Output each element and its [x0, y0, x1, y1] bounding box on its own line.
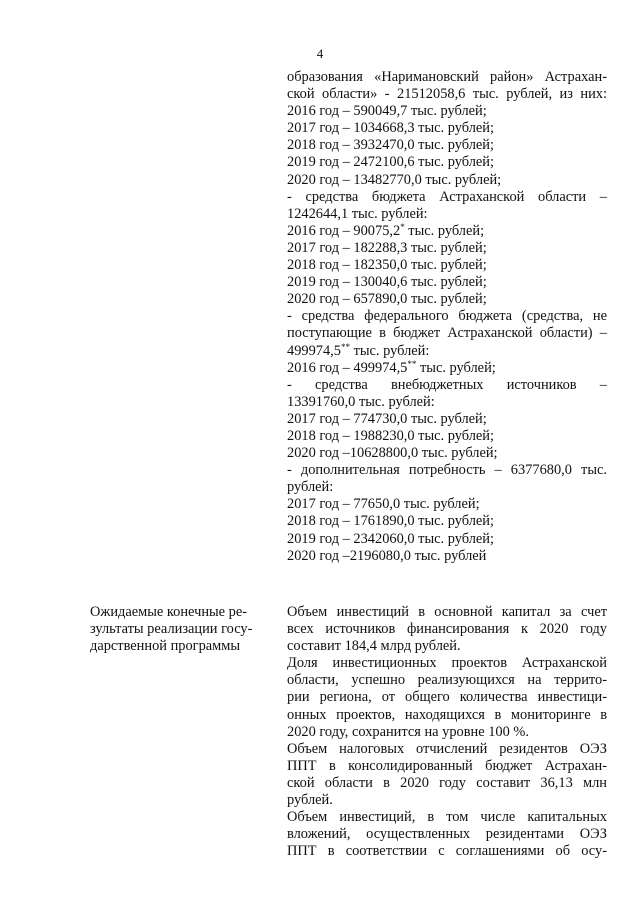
result-line [287, 809, 607, 826]
financing-line [287, 308, 607, 325]
financing-line [287, 428, 607, 445]
financing-line-text: - дополнительная потребность – 6377680,0 тыс. [287, 462, 607, 479]
financing-line-text: 2020 год – 13482770,0 тыс. рублей; [287, 171, 502, 188]
financing-line [287, 223, 607, 240]
financing-line-text: 2020 год –10628800,0 тыс. рублей; [287, 445, 498, 462]
result-line-text: рии региона, от общего количества инвестици- [287, 689, 607, 706]
financing-line-text: 13391760,0 тыс. рублей: [287, 393, 435, 410]
financing-line-text: 2018 год – 3932470,0 тыс. рублей; [287, 137, 494, 154]
financing-line-text: 2017 год – 77650,0 тыс. рублей; [287, 496, 480, 513]
label-line [90, 638, 260, 655]
financing-line [287, 172, 607, 189]
result-line-text: 2020 году, сохранится на уровне 100 %. [287, 723, 529, 740]
footnote-mark: ** [340, 341, 350, 352]
financing-line [287, 531, 607, 548]
financing-line [287, 496, 607, 513]
financing-line [287, 154, 607, 171]
expected-results-text [287, 604, 607, 860]
financing-line [287, 411, 607, 428]
label-line [90, 604, 260, 621]
result-line [287, 792, 607, 809]
financing-line [287, 462, 607, 479]
financing-line-text: 2016 год – 499974,5 [287, 359, 408, 376]
financing-line [287, 445, 607, 462]
financing-line [287, 479, 607, 496]
result-line [287, 672, 607, 689]
financing-line [287, 274, 607, 291]
result-line-text: Объем инвестиций в основной капитал за счет [287, 604, 607, 620]
result-line [287, 621, 607, 638]
financing-line [287, 137, 607, 154]
label-line-text: дарственной программы [90, 638, 241, 655]
result-line-text: области, успешно реализующихся на террито- [287, 672, 607, 689]
financing-line-text: 2019 год – 2342060,0 тыс. рублей; [287, 530, 494, 547]
result-line-text: ППТ в соответствии с соглашениями об осу- [287, 843, 607, 860]
financing-line-text: 2020 год –2196080,0 тыс. рублей [287, 547, 487, 564]
result-line [287, 724, 607, 741]
page-number: 4 [316, 46, 324, 61]
result-line [287, 741, 607, 758]
financing-line-text: 2018 год – 182350,0 тыс. рублей; [287, 257, 487, 274]
label-line-text: зультаты реализации госу- [90, 621, 253, 638]
financing-line [287, 360, 607, 377]
financing-line-text: 499974,5 [287, 342, 341, 359]
financing-line-suffix: тыс. рублей; [416, 359, 496, 376]
result-line-text: вложений, осуществленных резидентами ОЭЗ [287, 826, 607, 843]
financing-line [287, 325, 607, 342]
footnote-mark: * [400, 221, 405, 232]
financing-line [287, 86, 607, 103]
financing-line [287, 257, 607, 274]
financing-line-text: 1242644,1 тыс. рублей: [287, 205, 428, 222]
financing-line-text: ской области» - 21512058,6 тыс. рублей, из них: [287, 86, 607, 103]
financing-line [287, 343, 607, 360]
result-line-text: рублей. [287, 792, 333, 809]
financing-line [287, 394, 607, 411]
result-line [287, 826, 607, 843]
result-line [287, 843, 607, 860]
financing-line [287, 103, 607, 120]
footnote-mark: ** [407, 358, 417, 369]
financing-line [287, 240, 607, 257]
result-line-text: ППТ в консолидированный бюджет Астрахан- [287, 757, 607, 774]
result-line-text: онных проектов, находящихся в мониторинге в [287, 706, 607, 723]
result-line [287, 604, 607, 621]
financing-line-text: 2016 год – 590049,7 тыс. рублей; [287, 103, 487, 120]
result-line [287, 655, 607, 672]
financing-line-text: 2017 год – 1034668,3 тыс. рублей; [287, 120, 494, 137]
financing-line-text: - средства внебюджетных источников – [287, 376, 607, 393]
result-line-text: ской области в 2020 году составит 36,13 млн [287, 774, 607, 791]
financing-line-text: 2017 год – 182288,3 тыс. рублей; [287, 239, 487, 256]
financing-line-suffix: тыс. рублей; [404, 222, 485, 239]
result-line-text: составит 184,4 млрд рублей. [287, 638, 461, 655]
financing-line-text: 2017 год – 774730,0 тыс. рублей; [287, 410, 487, 427]
financing-line-text: 2019 год – 130040,6 тыс. рублей; [287, 274, 487, 291]
financing-line [287, 189, 607, 206]
financing-line [287, 120, 607, 137]
result-line [287, 758, 607, 775]
financing-line-text: 2018 год – 1988230,0 тыс. рублей; [287, 427, 494, 444]
financing-block [287, 69, 607, 565]
financing-line-text: 2019 год – 2472100,6 тыс. рублей; [287, 154, 494, 171]
financing-line-text: - средства бюджета Астраханской области – [287, 188, 607, 205]
financing-line-text: 2020 год – 657890,0 тыс. рублей; [287, 291, 487, 308]
result-line-text: всех источников финансирования к 2020 году [287, 621, 607, 638]
financing-line [287, 513, 607, 530]
label-line-text: Ожидаемые конечные ре- [90, 604, 248, 620]
financing-line [287, 291, 607, 308]
financing-line-text: 2018 год – 1761890,0 тыс. рублей; [287, 513, 494, 530]
financing-line-suffix: тыс. рублей: [349, 342, 430, 359]
financing-line [287, 548, 607, 565]
result-line [287, 707, 607, 724]
result-line-text: Объем инвестиций, в том числе капитальных [287, 809, 607, 826]
financing-line-text: образования «Наримановский район» Астрахан- [287, 69, 607, 85]
financing-line [287, 206, 607, 223]
financing-line-text: рублей: [287, 479, 334, 496]
result-line-text: Объем налоговых отчислений резидентов ОЭЗ [287, 740, 607, 757]
result-line [287, 689, 607, 706]
result-line [287, 775, 607, 792]
label-line [90, 621, 260, 638]
financing-line-text: - средства федерального бюджета (средства, не [287, 308, 607, 325]
financing-line [287, 69, 607, 86]
result-line-text: Доля инвестиционных проектов Астраханской [287, 655, 607, 672]
expected-results-label [90, 604, 260, 655]
financing-line-text: поступающие в бюджет Астраханской области) – [287, 325, 607, 342]
financing-line [287, 377, 607, 394]
financing-line-text: 2016 год – 90075,2 [287, 222, 401, 239]
result-line [287, 638, 607, 655]
